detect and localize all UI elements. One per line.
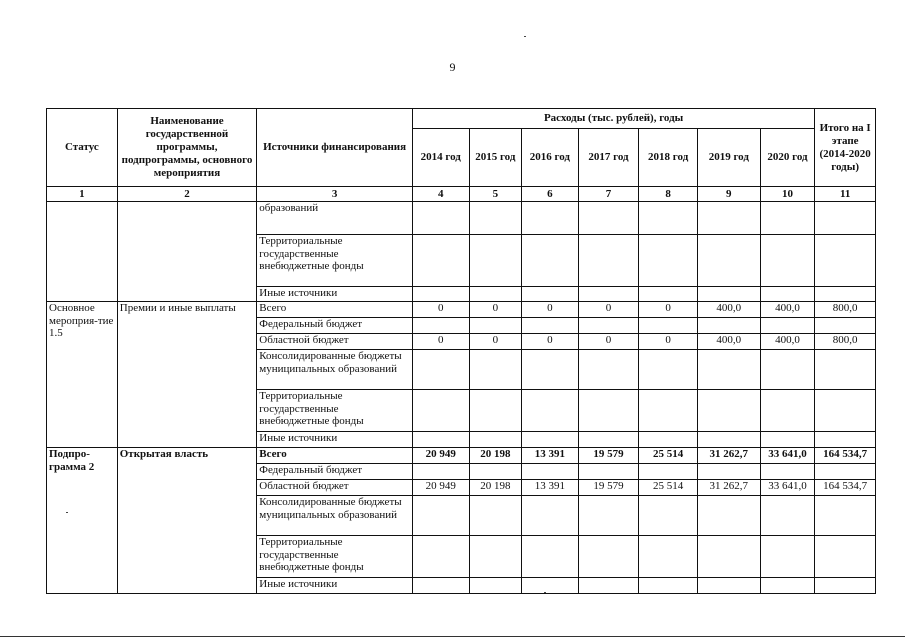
value-cell	[639, 235, 698, 287]
scan-speck	[66, 512, 68, 513]
header-year: 2020 год	[760, 129, 815, 187]
value-cell: 25 514	[639, 480, 698, 496]
value-cell	[639, 202, 698, 235]
value-cell	[578, 536, 639, 578]
value-cell	[639, 432, 698, 448]
value-cell	[639, 350, 698, 390]
value-cell: 0	[522, 334, 579, 350]
scan-speck	[544, 592, 546, 593]
column-number: 8	[639, 187, 698, 202]
funding-source-cell: Областной бюджет	[257, 480, 413, 496]
column-number: 9	[697, 187, 760, 202]
value-cell	[522, 202, 579, 235]
value-cell	[697, 350, 760, 390]
funding-source-cell: Территориальные государственные внебюджетные фонды	[257, 235, 413, 287]
value-cell	[760, 536, 815, 578]
value-cell	[815, 202, 876, 235]
total-value-cell	[815, 464, 876, 480]
header-sources: Источники финансирования	[257, 109, 413, 187]
value-cell	[469, 578, 522, 594]
value-cell	[639, 318, 698, 334]
value-cell	[760, 496, 815, 536]
column-number: 10	[760, 187, 815, 202]
value-cell	[522, 350, 579, 390]
value-cell: 400,0	[697, 334, 760, 350]
total-value-cell	[815, 578, 876, 594]
value-cell	[469, 318, 522, 334]
value-cell: 13 391	[522, 448, 579, 464]
column-number: 4	[412, 187, 469, 202]
value-cell	[469, 235, 522, 287]
value-cell	[412, 318, 469, 334]
funding-source-cell: образований	[257, 202, 413, 235]
value-cell	[412, 202, 469, 235]
table-body	[47, 202, 876, 594]
value-cell	[760, 235, 815, 287]
value-cell	[578, 318, 639, 334]
value-cell: 20 949	[412, 480, 469, 496]
header-expenses: Расходы (тыс. рублей), годы	[412, 109, 814, 129]
header-year: 2018 год	[639, 129, 698, 187]
column-number: 3	[257, 187, 413, 202]
value-cell	[760, 432, 815, 448]
value-cell	[578, 235, 639, 287]
total-value-cell	[815, 350, 876, 390]
header-status: Статус	[47, 109, 118, 187]
header-year: 2016 год	[522, 129, 579, 187]
value-cell	[522, 390, 579, 432]
value-cell	[522, 318, 579, 334]
value-cell	[522, 536, 579, 578]
value-cell	[760, 464, 815, 480]
value-cell	[760, 350, 815, 390]
total-value-cell	[815, 318, 876, 334]
value-cell: 33 641,0	[760, 480, 815, 496]
value-cell	[412, 464, 469, 480]
value-cell	[469, 496, 522, 536]
value-cell	[760, 578, 815, 594]
column-number: 2	[117, 187, 257, 202]
value-cell	[697, 536, 760, 578]
value-cell	[697, 202, 760, 235]
value-cell	[639, 578, 698, 594]
value-cell	[469, 390, 522, 432]
budget-table	[46, 108, 876, 594]
column-number-row	[47, 187, 876, 202]
total-value-cell: 164 534,7	[815, 448, 876, 464]
header-year: 2014 год	[412, 129, 469, 187]
program-name-cell: Открытая власть	[117, 448, 257, 594]
value-cell: 19 579	[578, 480, 639, 496]
value-cell	[522, 432, 579, 448]
column-number: 5	[469, 187, 522, 202]
value-cell	[578, 287, 639, 302]
funding-source-cell: Всего	[257, 302, 413, 318]
value-cell	[697, 235, 760, 287]
page-number: 9	[449, 60, 456, 74]
value-cell: 25 514	[639, 448, 698, 464]
value-cell: 0	[639, 302, 698, 318]
funding-source-cell: Иные источники	[257, 287, 413, 302]
value-cell	[639, 496, 698, 536]
funding-source-cell: Консолидированные бюджеты муниципальных образований	[257, 350, 413, 390]
value-cell: 400,0	[760, 302, 815, 318]
value-cell	[639, 390, 698, 432]
value-cell	[522, 235, 579, 287]
table-header	[47, 109, 876, 202]
status-cell: Подпро-грамма 2	[47, 448, 118, 594]
value-cell: 0	[412, 334, 469, 350]
value-cell: 31 262,7	[697, 448, 760, 464]
program-name-cell: Премии и иные выплаты	[117, 302, 257, 448]
funding-source-cell: Федеральный бюджет	[257, 318, 413, 334]
value-cell	[760, 390, 815, 432]
header-total: Итого на I этапе (2014-2020 годы)	[815, 109, 876, 187]
value-cell	[697, 318, 760, 334]
value-cell: 400,0	[697, 302, 760, 318]
value-cell	[469, 287, 522, 302]
value-cell	[578, 578, 639, 594]
funding-source-cell: Иные источники	[257, 432, 413, 448]
scan-edge-line	[0, 636, 905, 637]
value-cell: 0	[578, 302, 639, 318]
column-number: 7	[578, 187, 639, 202]
value-cell	[522, 464, 579, 480]
column-number: 11	[815, 187, 876, 202]
value-cell	[469, 464, 522, 480]
funding-source-cell: Иные источники	[257, 578, 413, 594]
value-cell: 400,0	[760, 334, 815, 350]
value-cell: 20 198	[469, 448, 522, 464]
value-cell: 0	[469, 334, 522, 350]
value-cell	[578, 464, 639, 480]
funding-source-cell: Федеральный бюджет	[257, 464, 413, 480]
total-value-cell: 800,0	[815, 302, 876, 318]
value-cell	[469, 536, 522, 578]
value-cell	[578, 432, 639, 448]
value-cell	[412, 432, 469, 448]
total-value-cell	[815, 432, 876, 448]
value-cell	[697, 287, 760, 302]
column-number: 1	[47, 187, 118, 202]
value-cell: 0	[469, 302, 522, 318]
funding-source-cell: Территориальные государственные внебюджетные фонды	[257, 536, 413, 578]
value-cell	[760, 202, 815, 235]
value-cell: 13 391	[522, 480, 579, 496]
value-cell	[697, 432, 760, 448]
total-value-cell: 800,0	[815, 334, 876, 350]
value-cell	[469, 432, 522, 448]
value-cell	[412, 350, 469, 390]
value-cell	[412, 536, 469, 578]
value-cell	[522, 287, 579, 302]
value-cell	[697, 578, 760, 594]
value-cell	[578, 350, 639, 390]
column-number: 6	[522, 187, 579, 202]
value-cell	[639, 287, 698, 302]
value-cell: 0	[522, 302, 579, 318]
status-cell: Основное мероприя-тие 1.5	[47, 302, 118, 448]
total-value-cell	[815, 536, 876, 578]
value-cell	[412, 578, 469, 594]
value-cell	[815, 235, 876, 287]
funding-source-cell: Всего	[257, 448, 413, 464]
value-cell	[760, 287, 815, 302]
value-cell	[760, 318, 815, 334]
funding-source-cell: Областной бюджет	[257, 334, 413, 350]
funding-source-cell: Консолидированные бюджеты муниципальных образований	[257, 496, 413, 536]
value-cell	[697, 496, 760, 536]
value-cell: 20 949	[412, 448, 469, 464]
status-cell-empty	[47, 202, 118, 302]
header-year: 2019 год	[697, 129, 760, 187]
funding-source-cell: Территориальные государственные внебюджетные фонды	[257, 390, 413, 432]
value-cell: 19 579	[578, 448, 639, 464]
total-value-cell	[815, 496, 876, 536]
value-cell	[578, 202, 639, 235]
header-year: 2017 год	[578, 129, 639, 187]
value-cell	[412, 390, 469, 432]
table-row	[47, 302, 876, 318]
value-cell	[469, 350, 522, 390]
value-cell	[412, 235, 469, 287]
value-cell: 0	[639, 334, 698, 350]
total-value-cell: 164 534,7	[815, 480, 876, 496]
value-cell	[522, 578, 579, 594]
value-cell	[639, 464, 698, 480]
value-cell	[412, 496, 469, 536]
value-cell: 0	[578, 334, 639, 350]
table-row	[47, 202, 876, 235]
value-cell: 33 641,0	[760, 448, 815, 464]
total-value-cell	[815, 390, 876, 432]
value-cell: 0	[412, 302, 469, 318]
header-year: 2015 год	[469, 129, 522, 187]
value-cell	[815, 287, 876, 302]
value-cell	[522, 496, 579, 536]
header-name: Наименование государственной программы, подпрограммы, основного мероприятия	[117, 109, 257, 187]
value-cell	[469, 202, 522, 235]
value-cell	[639, 536, 698, 578]
value-cell: 31 262,7	[697, 480, 760, 496]
value-cell	[412, 287, 469, 302]
value-cell: 20 198	[469, 480, 522, 496]
value-cell	[697, 464, 760, 480]
value-cell	[697, 390, 760, 432]
table-row	[47, 448, 876, 464]
value-cell	[578, 496, 639, 536]
value-cell	[578, 390, 639, 432]
program-name-cell-empty	[117, 202, 257, 302]
scan-speck	[524, 36, 526, 37]
